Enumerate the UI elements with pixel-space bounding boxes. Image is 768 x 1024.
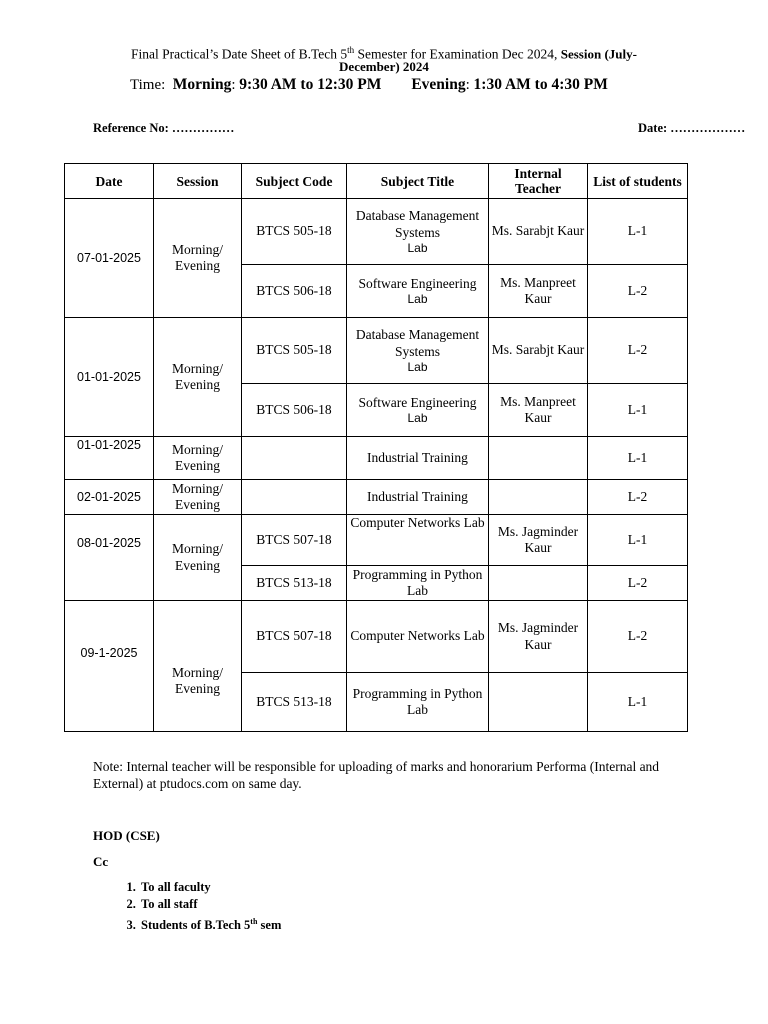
subject-title-text: Database Management Systems bbox=[355, 327, 480, 359]
cc-list bbox=[116, 879, 281, 934]
internal-teacher: Ms. Manpreet Kaur bbox=[489, 384, 588, 437]
internal-teacher bbox=[489, 437, 588, 480]
subject-title: Industrial Training bbox=[347, 437, 489, 480]
subject-title bbox=[347, 318, 489, 384]
column-header-internal-teacher: Internal Teacher bbox=[489, 164, 588, 199]
evening-time: 1:30 AM to 4:30 PM bbox=[473, 76, 608, 93]
student-list: L-1 bbox=[588, 199, 688, 265]
exam-date: 09-1-2025 bbox=[65, 601, 154, 732]
list-item: 2. To all staff bbox=[139, 896, 281, 913]
table-row bbox=[65, 515, 688, 566]
subject-title-suffix: Lab bbox=[407, 411, 428, 426]
subject-title: Programming in Python Lab bbox=[347, 566, 489, 601]
subject-title: Industrial Training bbox=[347, 480, 489, 515]
morning-label: Morning bbox=[172, 76, 232, 93]
column-header-date: Date bbox=[65, 164, 154, 199]
time-label: Time: bbox=[130, 77, 166, 93]
internal-teacher: Ms. Manpreet Kaur bbox=[489, 265, 588, 318]
subject-title-suffix: Lab bbox=[407, 360, 428, 374]
exam-date: 08-01-2025 bbox=[65, 515, 154, 601]
subject-title bbox=[347, 199, 489, 265]
cc-item-rest: sem bbox=[257, 918, 282, 933]
student-list: L-2 bbox=[588, 566, 688, 601]
exam-session: Morning/ Evening bbox=[154, 318, 242, 437]
subject-title bbox=[347, 265, 489, 318]
note-text: Note: Internal teacher will be responsible for uploading of marks and honorarium Performa (Internal and External) at ptudocs.com on same day. bbox=[93, 759, 660, 791]
internal-teacher bbox=[489, 673, 588, 732]
cc-item-text: Students of B.Tech 5 bbox=[141, 918, 251, 933]
evening-label: Evening bbox=[411, 76, 466, 93]
exam-session: Morning/ Evening bbox=[154, 437, 242, 480]
exam-timing: Time: Morning: 9:30 AM to 12:30 PM Evening: 1:30 AM to 4:30 PM bbox=[130, 76, 608, 93]
cc-item-superscript: th bbox=[250, 917, 258, 926]
exam-session: Morning/ Evening bbox=[154, 515, 242, 601]
subject-title-suffix: Lab bbox=[407, 292, 428, 307]
subject-code: BTCS 506-18 bbox=[242, 265, 347, 318]
title-line-2: December) 2024 bbox=[339, 59, 429, 74]
table-row bbox=[65, 318, 688, 384]
subject-title bbox=[347, 384, 489, 437]
subject-code: BTCS 505-18 bbox=[242, 199, 347, 265]
subject-title-suffix: Lab bbox=[407, 241, 428, 255]
subject-title-text: Database Management Systems bbox=[355, 208, 480, 240]
internal-teacher bbox=[489, 480, 588, 515]
subject-title: Computer Networks Lab bbox=[347, 601, 489, 673]
morning-time: 9:30 AM to 12:30 PM bbox=[239, 76, 382, 93]
column-header-list-of-students: List of students bbox=[588, 164, 688, 199]
exam-session: Morning/ Evening bbox=[154, 601, 242, 732]
student-list: L-2 bbox=[588, 318, 688, 384]
subject-title-text: Software Engineering bbox=[358, 394, 477, 410]
student-list: L-1 bbox=[588, 515, 688, 566]
title-superscript: th bbox=[347, 45, 355, 55]
table-header-row bbox=[65, 164, 688, 199]
subject-title: Computer Networks Lab bbox=[347, 515, 489, 566]
subject-code: BTCS 513-18 bbox=[242, 673, 347, 732]
subject-code: BTCS 507-18 bbox=[242, 515, 347, 566]
subject-code bbox=[242, 437, 347, 480]
subject-code bbox=[242, 480, 347, 515]
subject-code: BTCS 505-18 bbox=[242, 318, 347, 384]
column-header-subject-title: Subject Title bbox=[347, 164, 489, 199]
student-list: L-1 bbox=[588, 673, 688, 732]
internal-teacher: Ms. Jagminder Kaur bbox=[489, 515, 588, 566]
student-list: L-2 bbox=[588, 480, 688, 515]
date-sheet-table bbox=[64, 163, 688, 732]
exam-session: Morning/ Evening bbox=[154, 480, 242, 515]
subject-code: BTCS 506-18 bbox=[242, 384, 347, 437]
student-list: L-1 bbox=[588, 437, 688, 480]
table-row bbox=[65, 480, 688, 515]
title-rest: Semester for Examination Dec 2024, bbox=[354, 46, 561, 62]
list-item bbox=[139, 913, 281, 934]
title-session: Session (July- bbox=[560, 46, 637, 62]
table-row bbox=[65, 199, 688, 265]
column-header-session: Session bbox=[154, 164, 242, 199]
document-date: Date: ……………… bbox=[638, 121, 746, 135]
table-row bbox=[65, 437, 688, 480]
cc-label: Cc bbox=[93, 854, 109, 869]
reference-number: Reference No: …………… bbox=[93, 121, 235, 135]
exam-date: 01-01-2025 bbox=[65, 437, 154, 480]
exam-session: Morning/ Evening bbox=[154, 199, 242, 318]
column-header-subject-code: Subject Code bbox=[242, 164, 347, 199]
exam-date: 07-01-2025 bbox=[65, 199, 154, 318]
student-list: L-1 bbox=[588, 384, 688, 437]
internal-teacher: Ms. Sarabjt Kaur bbox=[489, 318, 588, 384]
list-item: 1. To all faculty bbox=[139, 879, 281, 896]
subject-code: BTCS 513-18 bbox=[242, 566, 347, 601]
internal-teacher: Ms. Sarabjt Kaur bbox=[489, 199, 588, 265]
table-row bbox=[65, 601, 688, 673]
exam-date: 02-01-2025 bbox=[65, 480, 154, 515]
subject-title-text: Software Engineering bbox=[358, 275, 477, 291]
subject-code: BTCS 507-18 bbox=[242, 601, 347, 673]
student-list: L-2 bbox=[588, 601, 688, 673]
subject-title: Programming in Python Lab bbox=[347, 673, 489, 732]
title-text: Final Practical’s Date Sheet of B.Tech 5 bbox=[131, 46, 348, 62]
hod-signature: HOD (CSE) bbox=[93, 828, 160, 843]
exam-date: 01-01-2025 bbox=[65, 318, 154, 437]
student-list: L-2 bbox=[588, 265, 688, 318]
internal-teacher: Ms. Jagminder Kaur bbox=[489, 601, 588, 673]
internal-teacher bbox=[489, 566, 588, 601]
